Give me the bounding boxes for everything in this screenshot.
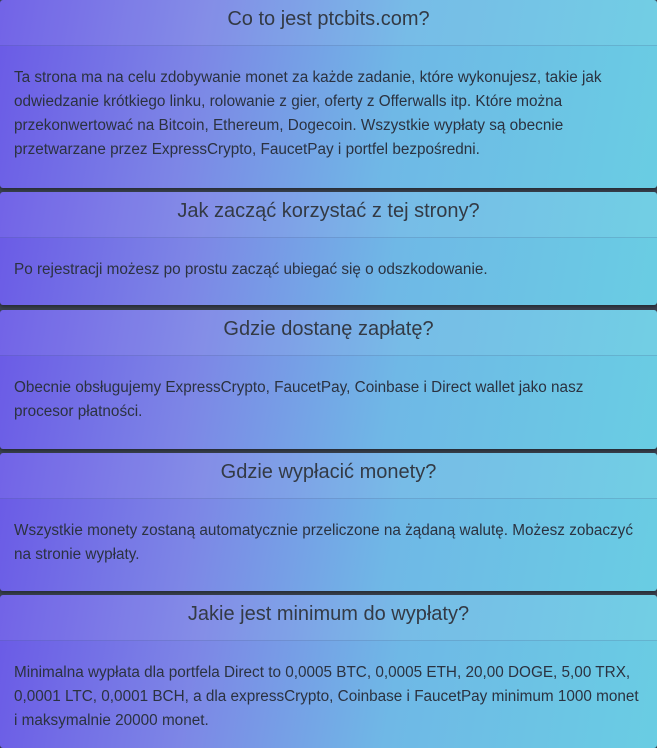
faq-question[interactable]: Co to jest ptcbits.com?: [0, 0, 657, 46]
faq-card-what-is-ptcbits: [0, 0, 657, 188]
faq-card-how-to-start: [0, 192, 657, 305]
faq-answer: Wszystkie monety zostaną automatycznie przeliczone na żądaną walutę. Możesz zobaczyć na stronie wypłaty.: [14, 522, 633, 563]
faq-question[interactable]: Jak zacząć korzystać z tej strony?: [0, 192, 657, 238]
faq-card-minimum-withdrawal: [0, 595, 657, 748]
faq-answer: Po rejestracji możesz po prostu zacząć ubiegać się o odszkodowanie.: [14, 261, 488, 278]
faq-question[interactable]: Gdzie dostanę zapłatę?: [0, 310, 657, 356]
faq-question[interactable]: Jakie jest minimum do wypłaty?: [0, 595, 657, 641]
faq-card-where-paid: [0, 310, 657, 449]
faq-answer: Ta strona ma na celu zdobywanie monet za każde zadanie, które wykonujesz, takie jak odwiedzanie krótkiego linku, rolowanie z gier, oferty z Offerwalls itp. Które można przekonwertować na Bitcoin, Ethereum, Dogecoin. Wszystkie wypłaty są obecnie przetwarzane przez ExpressCrypto, FaucetPay i portfel bezpośredni.: [14, 69, 602, 158]
faq-answer: Minimalna wypłata dla portfela Direct to 0,0005 BTC, 0,0005 ETH, 20,00 DOGE, 5,00 TRX, 0,0001 LTC, 0,0001 BCH, a dla expressCrypto, Coinbase i FaucetPay minimum 1000 monet i maksymalnie 20000 monet.: [14, 664, 639, 729]
faq-question[interactable]: Gdzie wypłacić monety?: [0, 453, 657, 499]
faq-card-where-withdraw: [0, 453, 657, 591]
faq-answer: Obecnie obsługujemy ExpressCrypto, FaucetPay, Coinbase i Direct wallet jako nasz procesor płatności.: [14, 379, 584, 420]
